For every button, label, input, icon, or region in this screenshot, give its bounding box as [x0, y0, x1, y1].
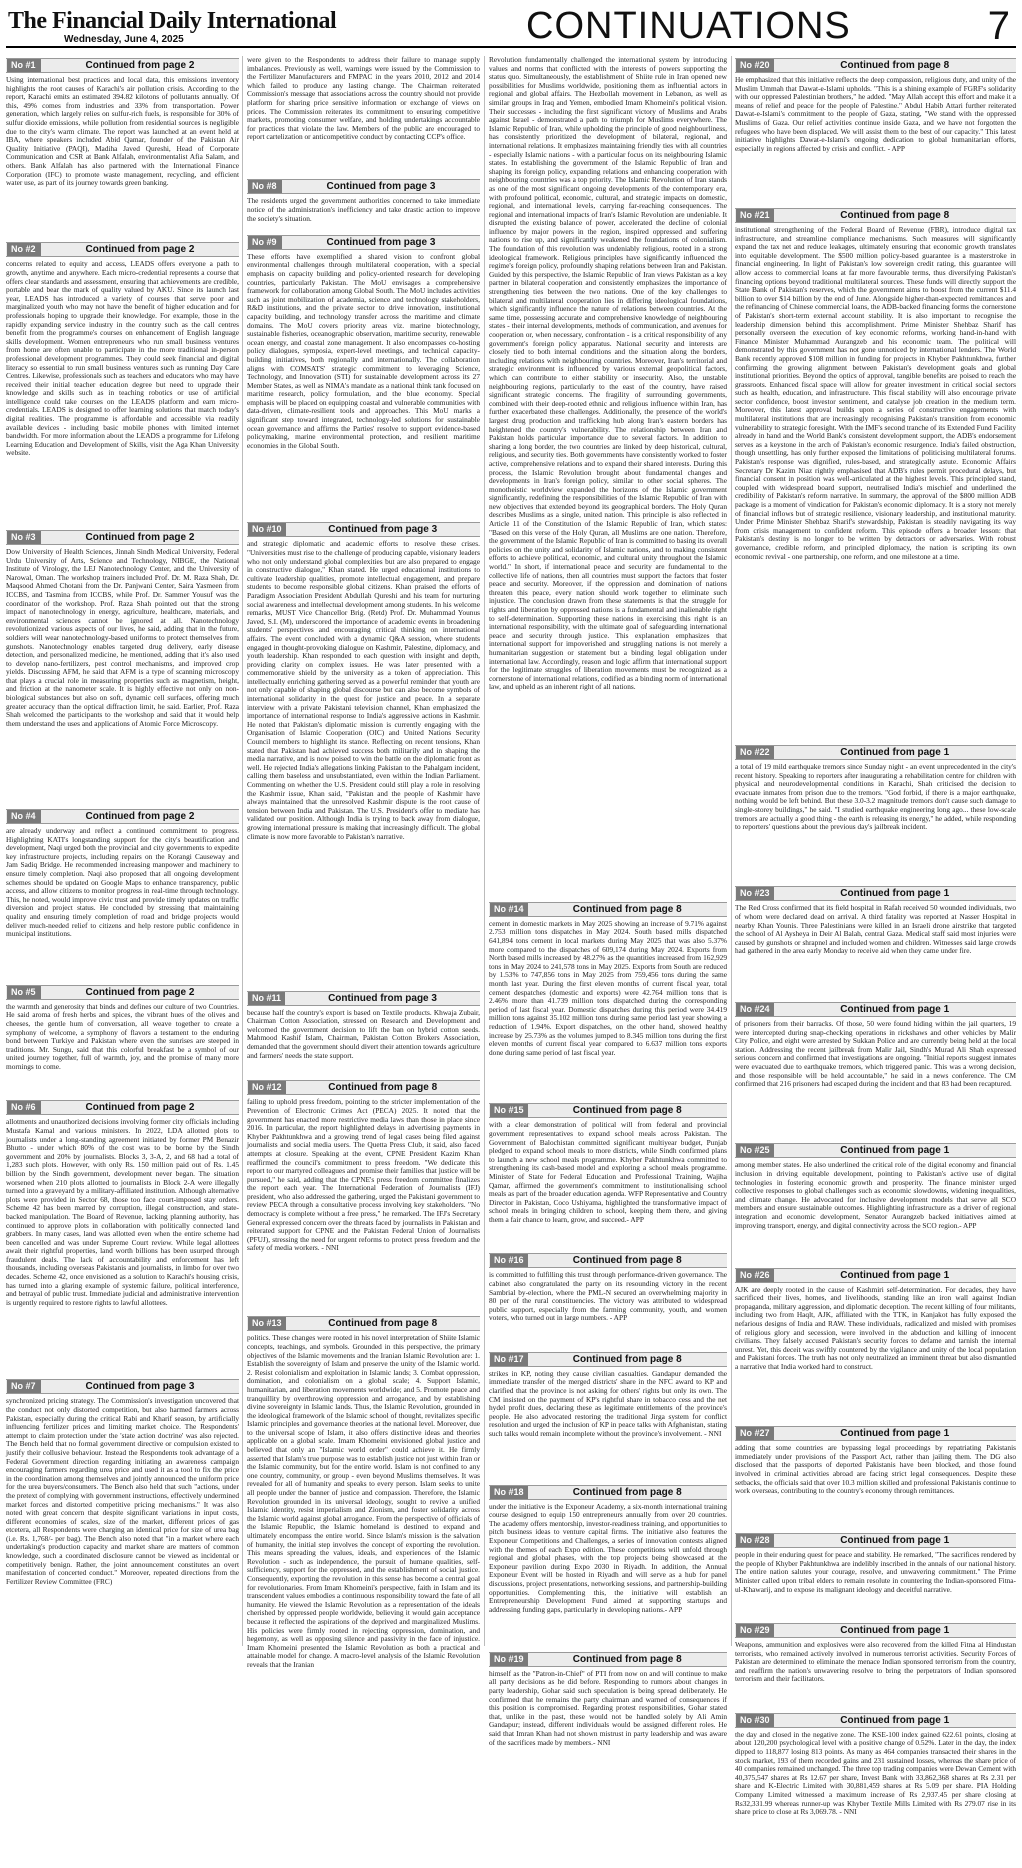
continuation-article — [6, 1379, 239, 1672]
continued-from-label: Continued from page 2 — [85, 531, 195, 543]
article-body: adding that some countries are bypassing legal proceedings by repatriating Pakistanis immediately under provisions of the Passport Act, rather than jailing them. The DG also disclosed that the passports of deported Pakistanis have been blocked, and those found involved in criminal activities abroad are facing strict legal consequences. Despite these setbacks, the officials said that over 10.3 million skilled and professional Pakistanis continue to work overseas, contributing to the country's economy through remittances. — [735, 1443, 1016, 1496]
article-number-tag: No #13 — [248, 1317, 286, 1330]
article-number-tag: No #10 — [248, 523, 286, 536]
continuation-header — [735, 745, 1016, 760]
continuation-header — [489, 1652, 727, 1667]
continuation-header — [735, 886, 1016, 901]
continuation-article — [6, 985, 239, 1098]
continued-from-label: Continued from page 2 — [85, 810, 195, 822]
continuation-article — [735, 1426, 1016, 1530]
continued-from-label: Continued from page 8 — [328, 1082, 438, 1094]
article-number-tag: No #5 — [7, 986, 41, 999]
article-number-tag: No #24 — [736, 1003, 774, 1016]
continuation-header — [735, 1533, 1016, 1548]
article-number-tag: No #9 — [248, 236, 282, 249]
continuation-header — [735, 1268, 1016, 1283]
article-number-tag: No #12 — [248, 1081, 286, 1094]
continued-from-label: Continued from page 1 — [840, 888, 950, 900]
continued-from-label: Continued from page 8 — [572, 1353, 682, 1365]
continuation-article — [6, 530, 239, 806]
continuation-article — [6, 809, 239, 982]
article-number-tag: No #18 — [490, 1486, 528, 1499]
article-number-tag: No #6 — [7, 1101, 41, 1114]
section-title: CONTINUATIONS — [526, 5, 851, 47]
article-number-tag: No #15 — [490, 1104, 528, 1117]
continuation-header — [489, 1485, 727, 1500]
article-body: These efforts have exemplified a shared vision to confront global environmental challenges through multilateral cooperation, with a special emphasis on capacity building and policy-oriented research for developing countries, particularly Pakistan. The MoU envisages a comprehensive framework for collaboration among Global South. The MoU includes activities such as joint mobilization of academia, science and technology stakeholders, R&D institutions, and the private sector to drive innovation, institutional capacity building, and technology transfer across the maritime and climate domains. The MoU covers priority areas viz. marine biotechnology, sustainable fisheries, oceanographic observation, maritime security, renewable ocean energy, and coastal zone management. It also encompasses co-hosting policy dialogues, symposia, expert-level meetings, and technical capacity-building initiatives, both regionally and internationally. The collaboration aligns with COMSATS' strategic commitment to leveraging Science, Technology, and Innovation (STI) for sustainable development across its 27 Member States, as well as NIMA's mandate as a national think tank focused on maritime research, policy formulation, and the blue economy. Special emphasis will be placed on equipping coastal and vulnerable communities with data-driven, climate-resilient tools and approaches. This MoU marks a significant step toward integrated, technology-led solutions for sustainable ocean governance and affirms the Parties' resolve to support evidence-based policymaking, marine environmental protection, and resilient maritime economies in the Global South. — [247, 251, 480, 450]
article-number-tag: No #23 — [736, 887, 774, 900]
continued-from-label: Continued from page 1 — [840, 747, 950, 758]
continued-from-label: Continued from page 3 — [326, 181, 436, 193]
continued-from-label: Continued from page 1 — [840, 1535, 950, 1547]
page-number: 7 — [987, 4, 1010, 48]
continuation-header — [247, 1316, 480, 1331]
continuation-article — [735, 886, 1016, 999]
column-2 — [247, 55, 480, 1669]
continuation-header — [735, 1713, 1016, 1728]
continued-from-label: Continued from page 1 — [840, 1003, 950, 1015]
continuation-article — [6, 58, 239, 239]
article-number-tag: No #22 — [736, 746, 774, 759]
article-body: people in their enduring quest for peace and stability. He remarked, "The sacrifices rendered by the people of Khyber Pakhtunkhwa are indelibly inscribed in the annals of our national history. The entire nation salutes your courage, resolve, and unwavering commitment." The Prime Minister called upon tribal elders to remain resolute in countering the Indian-sponsored Fitna-ul-Khawarij, and to expose its malignant ideology and deceitful narrative. — [735, 1550, 1016, 1594]
column-3 — [489, 55, 727, 1747]
continuation-header — [247, 991, 480, 1006]
continuation-header — [735, 1426, 1016, 1441]
continued-from-label: Continued from page 1 — [840, 1428, 950, 1440]
continuation-article — [735, 208, 1016, 742]
continued-from-label: Continued from page 3 — [85, 1381, 195, 1393]
article-number-tag: No #14 — [490, 903, 528, 916]
article-number-tag: No #25 — [736, 1144, 774, 1157]
continuation-article — [489, 1652, 727, 1782]
continuation-header — [247, 235, 480, 250]
continued-from-label: Continued from page 8 — [572, 903, 682, 915]
article-body: under the initiative is the Exponeur Academy, a six-month international training course designed to equip 150 entrepreneurs annually from over 20 countries. The academy offers mentorship, investor-readiness training, and opportunities to pitch business ideas to venture capital firms. The initiative also features the Exponeur Competitions and Challenges, a series of innovation contests aligned with the themes of each Expo edition. These competitions will unfold through regional and global phases, with the top projects being showcased at the Exponeur pavilion during Expo 2030 in Riyadh. In addition, the Annual Exponeur Event will be hosted in Riyadh and will serve as a hub for panel discussions, project presentations, networking sessions, and partnership-building opportunities. Complementing this, the initiative will establish an Entrepreneurship Development Fund aimed at supporting startups and addressing funding gaps, particularly in developing nations.- APP — [489, 1501, 727, 1614]
article-number-tag: No #17 — [490, 1353, 528, 1366]
article-number-tag: No #7 — [7, 1380, 41, 1393]
continued-from-label: Continued from page 8 — [572, 1486, 682, 1498]
article-body: a total of 19 mild earthquake tremors since Sunday night - an event unprecedented in the city's recent history. Speaking to reporters after inaugurating a rehabilitation centre for children with physical and neurodevelopmental conditions in Karachi, Shah criticised the decision to evacuate inmates from prison due to the tremors. "God forbid, if there is a major earthquake, nothing would be left behind. But these 3.0-3.2 magnitude tremors don't cause such damage to single-storey buildings," he said. "I studied earthquake engineering long ago... these low-scale tremors are actually a good thing - the earth is releasing its energy," he added, while responding to reporters' questions about the previous day's jailbreak incident. — [735, 762, 1016, 832]
article-body: synchronized pricing strategy. The Commission's investigation uncovered that the conduct not only distorted competition, but also harmed farmers across Pakistan, especially during the critical Rabi and Kharif season, by artificially influencing fertilizer prices and limiting market choice. The Respondents' attempt to claim protection under the 'state action doctrine' was also rejected. The Bench held that no formal government directive or compulsion existed to justify their collusive behaviour. Instead the Respondents took advantage of a Federal Government direction regarding initiating an awareness campaign encouraging farmers regarding urea price and used it as a tool to fix the price in the coordination among themselves and jointly announced the uniform price for the urea buyers/consumers. The Bench also held that such "actions, under the pretext of complying with government instructions, effectively undermined market forces and distorted competitive pricing mechanisms." It was also noted with great concern that despite significant variations in input costs, different economies of scales, size of the market, different prices of gas etcetera, all Respondents were charging an identical price for size of urea bag (i.e. Rs. 1,768/- per bag). The Bench also noted that "in a market where each undertaking's production capacity and market share are matters of common knowledge, such a coordinated disclosure cannot be viewed as incidental or competitively benign. Rather, the joint announcement constitutes an overt manifestation of concerted conduct." Moreover, repeated directions from the Fertilizer Review Committee (FRC) — [6, 1396, 239, 1586]
continuation-header — [247, 179, 480, 194]
continued-from-label: Continued from page 8 — [572, 1255, 682, 1267]
article-number-tag: No #4 — [7, 810, 41, 823]
continued-from-label: Continued from page 8 — [572, 1653, 682, 1665]
continued-from-label: Continued from page 1 — [840, 1624, 950, 1636]
continued-from-label: Continued from page 1 — [840, 1269, 950, 1281]
article-body: with a clear demonstration of political will from federal and provincial government representatives to expand school meals across Pakistan. The Government of Balochistan committed significant multiyear budget, Punjab pledged to expand school meals to more districts, while Sindh confirmed plans to launch a new school meals programme. Khyber Pakhtunkhwa committed to strengthening its cash-based model and exploring a school meals programme. Minister of State for Federal Education and Professional Training, Wajiha Qamar, affirmed the government's commitment to institutionalising school meals as part of the broader education agenda. WFP Representative and Country Director in Pakistan, Coco Ushiyama, highlighted the transformative impact of school meals in bringing children to school, keeping them there, and giving them a fair chance to learn, grow, and succeed.- APP — [489, 1120, 727, 1224]
article-body: He emphasized that this initiative reflects the deep compassion, religious duty, and unity of the Muslim Ummah that Dawat-e-Islami upholds. "This is a shining example of FGRF's solidarity with our oppressed Palestinian brothers," he added. "May Allah accept this effort and make it a means of relief and peace for the people of Palestine." Abdul Habib Attari further reiterated Dawat-e-Islami's commitment to the people of Gaza, stating, "We stand with the oppressed Muslims of Gaza. Our relief activities continue inside Gaza, and we have not forgotten the refugees who have been displaced. We will assist them to the best of our capacity." This latest initiative highlights Dawat-e-Islami's ongoing dedication to global humanitarian efforts, especially in regions affected by crisis and conflict. - APP — [735, 75, 1016, 153]
article-body: The residents urged the government authorities concerned to take immediate notice of the administration's inefficiency and take drastic action to improve the society's situation. — [247, 196, 480, 223]
continuation-article — [735, 1002, 1016, 1140]
continuation-article — [489, 1352, 727, 1482]
continuation-article — [489, 902, 727, 1101]
article-body: AJK are deeply rooted in the cause of Kashmiri self-determination. For decades, they have sacrificed their lives, homes, and livelihoods, standing like an iron wall against Indian propaganda, military aggression, and diplomatic deception. The recent killing of four militants, including two from Haqlt, AJK, affiliated with the TTK, in Kanjakot has fully exposed the nefarious designs of India and RAW. These individuals, radicalized and misled with promises of religious glory and secession, were involved in the abduction and killing of innocent civilians. They falsely accused Pakistan's security forces to defame and tarnish the internal unrest. Yet, this deceit was swiftly countered by the vigilance and unity of the local population and Pakistani forces. The truth has not only neutralized an imminent threat but also dismantled a narrative that India worked hard to construct. — [735, 1284, 1016, 1371]
article-number-tag: No #16 — [490, 1254, 528, 1267]
continuation-header — [489, 1352, 727, 1367]
column-4 — [735, 56, 1016, 1817]
article-body: Dow University of Health Sciences, Jinnah Sindh Medical University, Federal Urdu University of Arts, Science and Technology, NIBGE, the National Institute of Virology, the LEJ Nanotechnology Center, and the University of Narowal, Oman. The workshop trainers included Prof. Dr. M. Raza Shah, Dr. Maqsood Ahmed Chotani from the Dr. Panjwani Center, Saira Yasmeen from ICCBS, and Tasmina from ICCBS, while Prof. Dr. Sammer Yousuf was the coordinator of the workshop. Prof. Raza Shah pointed out that the strong impact of nanotechnology in energy, agriculture, healthcare, materials, and environmental sciences cannot be ignored at all. Nanotechnology revolutionized various aspects of our lives, he said, adding that in the future, soldiers will wear nanotechnology-based uniforms to protect themselves from gunshots. Nanotechnology enables targeted drug delivery, early disease detection, and personalized medicine, he mentioned, adding that it's also used to develop nano-fertilizers, pest control mechanisms, and improved crop yields. Discussing AFM, he said that AFM is a type of scanning microscopy that plays a crucial role in measuring properties such as magnetism, height, and friction at the nanometer scale. It is highly effective not only on non-biological substances but also on soft, dynamic cell surfaces, offering much greater accuracy than the optical diffraction limit, he said. Earlier, Prof. Raza Shah welcomed the participants to the workshop and said that it would help them understand the uses and applications of Atomic Force Microscopy. — [6, 546, 239, 728]
article-body: of prisoners from their barracks. Of those, 50 were found hiding within the jail quarters, 19 were intercepted during snap-checking operations in rickshaws and other vehicles by Malir City Police, and eight were arrested by Sukkan Police and are currently being held at the local station. Addressing the recent jailbreak from Malir Jail, Sindh's Murad Ali Shah expressed serious concern and confirmed that investigations are ongoing. "Initial reports suggest inmates were evacuated due to earthquake tremors, which triggered panic. This was a wrong decision, and those responsible will be held accountable," he said in a news conference. The CM confirmed that 216 prisoners had escaped during the incident and that 83 had been recaptured. — [735, 1018, 1016, 1089]
continuation-article — [247, 56, 480, 176]
continuation-article — [735, 745, 1016, 883]
continuation-article — [247, 1316, 480, 1781]
continuation-article — [735, 1713, 1016, 1868]
article-body: is committed to fulfilling this trust through performance-driven governance. The cabinet also congratulated the party on its resounding victory in the recent Sambrial by-election, where the PML-N secured an overwhelming majority in 80 per of the rural constituencies. The victory was attributed to widespread public support, especially from the farming community, youth, and women voters, who turned out in large numbers. - APP — [489, 1270, 727, 1323]
article-body: Using international best practices and local data, this emissions inventory highlights the root causes of Karachi's air pollution crisis. According to the report, Karachi emits an estimated 394.82 kilotons of pollutants annually. Of this, 49% comes from industries and 33% from transportation. Power generation, which largely relies on sulfur-rich fuels, is responsible for 30% of sulfur dioxide emissions, while pollution from residential sources is negligible due to the city's warm climate. The report was launched at an event held at IBA, where speakers included Abid Qamar, founder of the Pakistan Air Quality Initiative (PAQI), Madiha Javed Qureshi, Head of Corporate Communication and CSR at Bank Alfalah, environmentalist Afia Salam, and others. Bank Alfalah has also partnered with the International Finance Corporation (IFC) to promote waste management, recycling, and efficient water use, as part of its journey towards green banking. — [6, 75, 239, 188]
continuation-article — [489, 1103, 727, 1250]
continuation-article — [247, 522, 480, 987]
article-number-tag: No #26 — [736, 1269, 774, 1282]
article-body: were given to the Respondents to address their failure to manage supply imbalances. Previously as well, warnings were issued by the Commission to the Fertilizer Manufacturers and FMPAC in the years 2010, 2012 and 2014 which failed to produce any lasting change. The Chairman reiterated Commission's message that associations across the country should not provide platform for sharing price sensitive information or exchange of views on prices. The Commission reiterates its commitment to ensuring competitive markets, promoting consumer welfare, and holding undertakings accountable for practices that violate the law. Members of the public are encouraged to report cartelization or anticompetitive conduct by contacting CCP's office. — [247, 55, 480, 142]
article-body: the warmth and generosity that binds and defines our culture of two Countries. He said aroma of fresh herbs and spices, the vibrant hues of the olives and cheeses, the gentle hum of conversation, all weave together to create a symphony of welcome, a symphony of flavors a testament to the enduring bond between Turkiye and Pakistan where even the sunrises are steeped in traditions. Mr. Sungu, said that this colorful breakfast be a symbol of our united journey together, full of warmth, joy, and the promise of many more mornings to come. — [6, 1001, 239, 1071]
article-body: cement in domestic markets in May 2025 showing an increase of 9.71% against 2.753 million tons dispatches in May 2024. South based mills dispatched 641,894 tons cement in local markets during May 2025 that was also 5.37% more compared to the dispatches of 609,174 during May 2024. Exports from North based mills increased by 48.27% as the quantities increased from 162,929 tons in May 2024 to 241,578 tons in May 2025. Exports from South are reduced by 1.53% to 747,856 tons in May 2025 from 759,456 tons during the same month last year. During the first eleven months of current fiscal year, total cement despatches (domestic and exports) were 42.764 million tons that is 2.46% more than 41.739 million tons dispatched during the corresponding period of last fiscal year. Domestic dispatches during this period were 34.419 million tons against 35.102 million tons during same period last year showing a reduction of 1.94%. Export dispatches, on the other hand, showed healthy increase by 25.73% as the volumes jumped to 8.345 million tons during the first eleven months of current fiscal year compared to 6.637 million tons exports done during same period of last fiscal year. — [489, 918, 727, 1057]
continuation-article — [247, 179, 480, 231]
continuation-header — [6, 58, 239, 73]
continuation-header — [6, 242, 239, 257]
continuation-header — [735, 1143, 1016, 1158]
continuation-article — [489, 1485, 727, 1649]
continuation-article — [735, 1143, 1016, 1264]
continuation-article — [247, 235, 480, 520]
continuation-article — [247, 1080, 480, 1313]
article-body: politics. These changes were rooted in his novel interpretation of Shiite Islamic concepts, teachings, and symbols. Grounded in this perspective, the primary objectives of the Islamic movements and the Iranian Islamic Revolution are: 1. Establish the sovereignty of Islam and preserve the unity of the Islamic world. 2. Resist colonialism and exploitation in Islamic lands; 3. Combat oppression, domination, and colonialism on a global scale; 4. Support Islamic, humanitarian, and liberation movements worldwide; and 5. Promote peace and tranquillity by overthrowing oppression and arrogance, and by establishing divine sovereignty in Islamic lands. Thus, the Islamic Revolution, grounded in the ideological framework of the Islamic school of thought, revitalizes specific Islamic principles and governance theories at the national level. Moreover, due to the universal scope of Islam, it also offers distinctive ideas and theories applicable on a global scale. Imam Khomeini envisioned global justice and believed that only an "Islamic world order" could achieve it. He firmly asserted that Islam's true purpose was to establish justice not just within Iran or the Islamic community, but for the entire world. Islam is not confined to any one country, community, or group - even beyond Muslims themselves. It was revealed for all of humanity and speaks to every person. Islam seeks to unite all people under the banner of justice and compassion. Therefore, the Islamic Revolution grounded in its universal ideology, sought to revive a unified Islamic identity, resist imperialism and Zionism, and foster solidarity across the Islamic world against global arrogance. From the perspective of officials of the Islamic Republic, the Islamic homeland is destined to expand and ultimately encompass the entire world. Since Islam's mission is the salvation of humanity, the initial step involves the concept of exporting the revolution. This means spreading the values, ideals, and experiences of the Islamic Revolution - such as independence, the pursuit of humane qualities, self-sufficiency, support for the oppressed, and the establishment of social justice. Consequently, exporting the revolution in this sense has become a central goal for revolutionaries. From Imam Khomeini's perspective, faith in Islam and its transcendent values embodies a continuous responsibility toward the fate of all humanity. He viewed the Islamic Revolution as a representation of the ideals cherished by oppressed people worldwide, believing it would gain acceptance because it reflected the aspirations of the deprived and marginalized Muslims. His policies were firmly rooted in rejecting oppression, domination, and hegemony, as well as opposing silence and passivity in the face of injustice. Imam Khomeini presented the Islamic Revolution as both a practical and attainable model for change. A macro-level analysis of the Islamic Revolution reveals that the Iranian — [247, 1333, 480, 1669]
continuation-header — [6, 985, 239, 1000]
continuation-article — [735, 1623, 1016, 1710]
continued-from-label: Continued from page 1 — [840, 1714, 950, 1726]
article-number-tag: No #2 — [7, 243, 41, 256]
article-number-tag: No #19 — [490, 1653, 528, 1666]
continuation-header — [6, 809, 239, 824]
article-number-tag: No #28 — [736, 1534, 774, 1547]
continuation-article — [247, 991, 480, 1078]
masthead — [6, 4, 1016, 48]
continuation-header — [489, 1253, 727, 1268]
continued-from-label: Continued from page 1 — [840, 1145, 950, 1157]
article-number-tag: No #8 — [248, 180, 282, 193]
newspaper-title: The Financial Daily International — [8, 8, 337, 34]
continuation-header — [6, 1379, 239, 1394]
continuation-article — [6, 242, 239, 527]
continuation-header — [735, 1002, 1016, 1017]
continued-from-label: Continued from page 3 — [326, 236, 436, 248]
article-number-tag: No #27 — [736, 1427, 774, 1440]
continued-from-label: Continued from page 8 — [328, 1318, 438, 1330]
column-divider — [242, 56, 243, 1646]
continuation-header — [6, 530, 239, 545]
continued-from-label: Continued from page 8 — [572, 1105, 682, 1117]
article-body: concerns related to equity and access, LEADS offers everyone a path to growth, anytime and anywhere. Each micro-credential represents a course that offers clear standards and assessment, ensuring that achievements are credible, portable and bear the mark of quality valued by AKU. Since its launch last year, LEADS has introduced a variety of courses that serve poor and marginalized youth who may not have the benefit of higher education and for professionals hoping to upgrade their knowledge. For example, those in the rapidly expanding service industry in the country such as the call centres benefit from the programme's courses on enhancement of English language skills development. Women entrepreneurs who run small business ventures from home are often unable to participate in the more traditional in-person professional development programmes. They could seek financial and digital literacy so essential to run small business ventures such as running Day Care Centres. Likewise, professionals such as teachers and educators who may have received their initial teacher education degree but need to upgrade their knowledge and skills such as in teaching robotics or use of artificial intelligence could take courses on the LEADS platform and earn micro-credentials. LEADS is designed to offer learning solutions that match today's digital realities. The programme is affordable and accessible via readily available devices - including basic mobile phones with limited internet bandwidth. For more information about the LEADS a programme for Lifelong Learning Education and Development of Skills, visit the Aga Khan University website. — [6, 259, 239, 458]
article-body: because half the country's export is based on Textile products. Khwaja Zubair, Chairman Cotton Association, stressed on Research and Development and welcomed the government decision to lift the ban on hybrid cotton seeds. Mahmood Kashif Islam, Chairman, Pakistan Cotton Brokers Association, demanded that the government should divert their attention towards agriculture and farmers' needs the state support. — [247, 1007, 480, 1060]
continuation-article — [735, 58, 1016, 205]
column-1 — [6, 56, 239, 1646]
article-body: and strategic diplomatic and academic efforts to resolve these crises. "Universities must rise to the challenge of producing capable, visionary leaders who not only understand global complexities but are also prepared to engage in constructive dialogue," Khan stated. He urged educational institutions to cultivate leadership qualities, promote intellectual engagement, and prepare students to become responsible global citizens. Khan praised the efforts of Paradigm Association President Abdullah Qureshi and his team for nurturing social awareness and intellectual development among students. In his welcome remarks, MUST Vice Chancellor Brig. (Retd) Prof. Dr. Muhammad Younus Javed, S.I. (M), underscored the importance of academic events in broadening students' perspectives and encouraging critical thinking on international affairs. The event concluded with a dynamic Q&A session, where students engaged in thought-provoking dialogue on Kashmir, Palestine, diplomacy, and youth leadership. Khan responded to each question with insight and depth, providing clarity on complex issues. He was later presented with a commemorative shield by the university as a token of appreciation. This intellectually enriching gathering served as a powerful reminder that youth are not only capable of shaping global discourse but can also become symbols of international solidarity in the quest for justice and peace. In a separate interview with a private Pakistani television channel, Khan emphasized the importance of international response to India's aggressive actions in Kashmir. He noted that Pakistan's diplomatic mission is currently engaging with the Organisation of Islamic Cooperation (OIC) and United Nations Security Council members to highlight its stance. Reflecting on recent tensions, Khan stated that Pakistan had achieved success both militarily and in shaping the media narrative, and is now poised to win the battle on the diplomatic front as well. He rejected India's allegations linking Pakistan to the Pahalgam incident, calling them baseless and unsubstantiated, even within the Indian Parliament. Commenting on whether the U.S. President could still play a role in resolving the Kashmir issue, Khan said, "Pakistan and the people of Kashmir have always maintained that the unresolved Kashmir dispute is the root cause of tension between India and Pakistan. The U.S. President's offer to mediate has validated our position. Although India is trying to back away from dialogue, growing international pressure is making that increasingly difficult. The global climate is now more favorable to Pakistan's narrative. — [247, 539, 480, 841]
article-body: strikes in KP, noting they cause civilian casualties. Gandapur demanded the immediate transfer of the merged districts' share in the NFC award to KP and clarified that the province is not asking for others' rights but only its own. The CM insisted on the payment of KP's rightful share in tobacco cess and the net hydel profit dues, declaring these as legitimate entitlements of the province's people. He also advocated restoring the traditional Jirga system for conflict resolution and urged the inclusion of KP in peace talks with Afghanistan, stating such talks would remain incomplete without the province's involvement. - NNI — [489, 1368, 727, 1438]
continuation-header — [735, 58, 1016, 73]
article-number-tag: No #20 — [736, 59, 774, 72]
continuation-header — [6, 1100, 239, 1115]
article-body: allotments and unauthorized decisions involving former city officials including Mustafa Kamal and various ministers. In 2022, LDA allotted plots to journalists under a long-standing agreement initiated by former PM Benazir Bhutto - under which 80% of the cost was to be borne by the Sindh government and 20% by journalists. Blocks 3, 3-A, 2, and 68 had a total of 1,283 such plots. However, with only Rs. 150 million paid out of Rs. 1.45 billion by the Sindh government, development never began. The situation worsened when 210 plots allotted to journalists in Block 2-A were illegally turned into a graveyard by a military-affiliated institution. Although alternative plots were provided in Sector 68, those too face court-imposed stay orders. Scheme 42 has been marred by corruption, illegal construction, and state-backed manipulation. The Board of Revenue, lacking planning authority, has continued to approve plots in collaboration with politically connected land grabbers. In many cases, land was allotted even when the entire scheme had been cancelled and was under Supreme Court review. While legal allottees await their rightful properties, land worth billions has been usurped through fraudulent deals. The lack of accountability and enforcement has left thousands, including overseas Pakistanis and journalists, in limbo for over two decades. Scheme 42, once envisioned as a solution to Karachi's housing crisis, has turned into a glaring example of systemic failure, political interference, and betrayal of public trust. Immediate judicial and administrative intervention is urgently required to restore rights to lawful allottees. — [6, 1117, 239, 1307]
issue-date: Wednesday, June 4, 2025 — [64, 34, 184, 45]
continuation-article — [489, 56, 727, 899]
article-body: Weapons, ammunition and explosives were also recovered from the killed Fitna al Hindustan terrorists, who remained actively involved in numerous terrorist activities. Security Forces of Pakistan are determined to eliminate the menace Indian sponsored terrorism from the country, and reaffirm the nation's unwavering resolve to bring the perpetrators of Indian sponsored terrorism and their facilitators. — [735, 1639, 1016, 1684]
continued-from-label: Continued from page 8 — [840, 60, 950, 71]
continued-from-label: Continued from page 2 — [85, 1102, 195, 1114]
continuation-article — [489, 1253, 727, 1348]
continued-from-label: Continued from page 8 — [840, 210, 950, 221]
continued-from-label: Continued from page 2 — [85, 244, 195, 256]
continuation-header — [247, 1080, 480, 1095]
continued-from-label: Continued from page 2 — [85, 60, 195, 71]
continued-from-label: Continued from page 3 — [328, 524, 438, 536]
article-number-tag: No #29 — [736, 1624, 774, 1637]
article-body: himself as the "Patron-in-Chief" of PTI from now on and will continue to make all party decisions as he did before. Responding to rumors about changes in party leadership, Gohar said such speculation is being spread deliberately. He confirmed that he remains the party chairman and warned of consequences if this position is compromised. Regarding protest responsibilities, Gohar stated that, unlike in the past, these would not be handled solely by Ali Amin Gandapur; instead, different individuals would be assigned different roles. He said that Imran Khan had not shown mistrust in party leadership and was aware of the sacrifices made by members.- NNI — [489, 1668, 727, 1747]
continuation-article — [735, 1533, 1016, 1620]
article-number-tag: No #1 — [7, 59, 41, 72]
article-body: among member states. He also underlined the critical role of the digital economy and financial inclusion in driving equitable development, pointing to Pakistan's active use of digital technologies in fostering economic growth and prosperity. The finance minister urged collective responses to global challenges such as economic slowdowns, widening inequalities, and climate change. He advocated for inclusive development models that serve all SCO members and ensure sustainable outcomes. Highlighting infrastructure as a driver of regional integration and economic development, Senator Aurangzeb backed initiatives aimed at improving transport, energy, and digital connectivity across the SCO region.- APP — [735, 1160, 1016, 1230]
continuation-header — [489, 1103, 727, 1118]
continued-from-label: Continued from page 3 — [328, 992, 437, 1004]
article-body: institutional strengthening of the Federal Board of Revenue (FBR), introduce digital tax infrastructure, and streamline compliance mechanisms. Such measures will significantly expand the tax net and reduce leakages, ultimately ensuring that economic growth translates into equitable development. The $500 million policy-based guarantee is a masterstroke in financial engineering. In light of Pakistan's low sovereign credit rating, this guarantee will allow access to commercial loans at far more favourable terms, thus diversifying Pakistan's financing options beyond traditional multilateral sources. These funds will directly support the State Bank of Pakistan's reserves, which the government aims to boost from the current $11.4 billion to over $14 billion by the end of June. Alongside higher-than-expected remittances and the refinancing of Chinese commercial loans, the ADB-backed financing forms the cornerstone of Pakistan's short-term external account stability. It is also important to recognise the leadership dimension behind this accomplishment. Prime Minister Shehbaz Sharif has personally overseen the execution of key economic reforms, working hand-in-hand with Finance Minister Muhammad Aurangzeb and his economic team. The political will demonstrated by this government has not gone unnoticed by international lenders. The World Bank recently approved $108 million in funding for projects in Khyber Pakhtunkhwa, further confirming the growing alignment between Pakistan's development goals and global institutional priorities. Beyond the optics of approval, tangible benefits are poised to reach the grassroots. Enhanced fiscal space will allow for greater investment in critical social sectors such as health, education, and infrastructure. This fiscal stability will also encourage private sector confidence, boost investor sentiment, and catalyse job creation in the medium term. Moreover, this latest approval builds upon a series of constructive engagements with multilateral institutions that are increasingly recognising Pakistan's transition from economic vulnerability to strategic foresight. With the IMF's second tranche of its Extended Fund Facility already in hand and the World Bank's consistent development support, the ADB's endorsement serves as a keystone in the arch of Pakistan's economic resurgence. India's failed obstruction, though unsettling, has only further exposed the limitations of politicising multilateral forums. Pakistan's response was dignified, rules-based, and strategically astute. Economic Affairs Secretary Dr Kazim Niaz rightly emphasised that ADB's rules permit procedural delays, but financial consent in position was well-articulated at the highest levels. This principled stand, coupled with widespread board support, neutralised India's mischief and underlined the credibility of Pakistan's reform narrative. In summary, the approval of the $800 million ADB package is a moment of vindication for Pakistan's economic diplomacy. It is a story not merely of financial inflows but of strategic resilience, visionary leadership, and institutional maturity. Under Prime Minister Shehbaz Sharif's stewardship, Pakistan is steadily navigating its way from crisis management to confident reform. This episode offers a broader lesson: that Pakistan's destiny is no longer to be written by detractors or adversaries. With robust governance, credible reform, and principled diplomacy, the nation is scripting its own economic revival - one partnership, one reform, and one milestone at a time. — [735, 225, 1016, 561]
article-body: are already underway and reflect a continued commitment to progress. Highlighting KATI's longstanding support for the city's beautification and development, Naqi urged both the provincial and city governments to expedite key infrastructure projects, including repairs on the Korangi Causeway and Jam Sadiq Bridge. He recommended increasing manpower and machinery to ensure timely completion. Naqi also proposed that all ongoing development schemes should be updated on Google Maps to enhance transparency, public access, and allow citizens to monitor progress in real-time through technology. This, he noted, would improve civic trust and provide timely updates on traffic diversion and project status. He concluded by stressing that maintaining quality and ensuring timely completion of road and bridge projects would deliver much-needed relief to citizens and help restore public confidence in municipal institutions. — [6, 825, 239, 939]
continuation-header — [489, 902, 727, 917]
column-divider — [484, 56, 485, 1646]
article-number-tag: No #11 — [248, 992, 285, 1005]
column-divider — [731, 56, 732, 1646]
continuation-article — [735, 1268, 1016, 1424]
article-body: the day and closed in the negative zone. The KSE-100 index gained 622.61 points, closing at about 120,200 psychological level with a positive change of 0.52%. Later in the day, the index dipped to 118,877 losing 813 points. As many as 464 companies transacted their shares in the stock market, 193 of them recorded gains and 231 sustained losses, whereas the share price of 40 companies remained unchanged. The three top trading companies were Dewan Cement with 40,375,547 shares at Rs 12.67 per share, Invest Bank with 33,862,368 shares at Rs 2.31 per share and K-Electric Limited with 30,881,459 shares at Rs 5.09 per share. PIA Holding Company Limited witnessed a maximum increase of Rs 2,937.45 per share closing at Rs32,331.99 whereas runner-up was Khyber Textile Mills Limited with Rs 279.07 rise in its share price to close at Rs 3,069.78. - NNI — [735, 1729, 1016, 1817]
continued-from-label: Continued from page 2 — [85, 986, 195, 998]
continuation-header — [735, 1623, 1016, 1638]
continuation-article — [6, 1100, 239, 1376]
article-number-tag: No #3 — [7, 531, 41, 544]
article-body: Revolution fundamentally challenged the international system by introducing values and norms that conflicted with the interests of powers supporting the status quo. Simultaneously, the establishment of Shiite rule in Iran opened new possibilities for Muslims worldwide, positioning them as influential actors in regional and global affairs. The Hezbollah movement in Lebanon, as well as similar groups in Iraq and Yemen, embodied Imam Khomeini's political vision. Their successes - including the first significant victory of Muslims and Arabs against Israel - demonstrated a path to triumph for Muslims everywhere. The Islamic Republic of Iran, while upholding the principle of good neighbourliness, has consistently prioritized the development of bilateral, regional, and international relations. It emphasizes maintaining friendly ties with all countries - especially Islamic nations - with a particular focus on its neighbouring Islamic states. In establishing the government of the Islamic Republic of Iran and shaping its foreign policy, expanding relations and enhancing cooperation with neighbouring countries was a top priority. The Islamic Revolution of Iran stands as one of the most significant ongoing developments of the contemporary era, with profound political, economic, cultural, and strategic impacts on domestic, regional, and international levels, carrying far-reaching consequences. The regional and international impacts of Iran's Islamic Revolution are undeniable. It disrupted the existing balance of power, accelerated the decline of colonial influence by major powers in the region, inspired oppressed and suffering nations to rise up, and significantly weakened the foundations of colonialism. The foundation of this revolution was undeniably religious, rooted in a strong ideological framework. Religious principles have significantly influenced the regime's foreign policy, profoundly shaping relations between Iran and Pakistan. Guided by this perspective, the Islamic Republic of Iran views Pakistan as a key partner in bilateral cooperation and consistently emphasizes the importance of strengthening ties between the two nations. One of the key challenges to bilateral and multilateral cooperation lies in differing ideological foundations, which significantly influence the nature of relations between countries. At the same time, possessing accurate and comprehensive knowledge of neighbouring states - their internal developments, methods of communication, and avenues for cooperation or, when necessary, confrontation - is a critical responsibility of any government's foreign policy apparatus. National security and interests are closely tied to both internal conditions and the situation along the borders, including relations with neighbouring countries. Moreover, Iran's territorial and strategic environment is influenced by various external geopolitical factors, which can contribute to either stability or insecurity. Also, the unstable neighbouring regions, particularly to the east of the country, have raised significant strategic concerns. The fragility of surrounding governments, combined with their deep-rooted ethnic and religious influence within Iran, has further exacerbated these challenges. Additionally, the presence of the world's largest drug production and trafficking hub along Iran's eastern borders has heightened the country's vulnerability. The relationship between Iran and Pakistan holds particular importance due to several factors. In addition to sharing a long border, the two countries are linked by deep historical, cultural, religious, and security ties. Both governments have consistently worked to foster active, comprehensive relations and to expand their shared interests. During this process, the Islamic Revolution brought about fundamental changes and developments in Iran's foreign policy, similar to other social spheres. The monotheistic worldview expanded the horizons of the Islamic government significantly, redefining the responsibilities of the Islamic Republic of Iran with new objectives that extended beyond its geographical borders. The Holy Quran describes Muslims as a single, united nation. This principle is also reflected in Article 11 of the Constitution of the Islamic Republic of Iran, which states: "Based on this verse of the Holy Quran, all Muslims are one nation. Therefore, the government of the Islamic Republic of Iran is committed to basing its overall policies on the unity and solidarity of Islamic nations, and to making consistent efforts to achieve political, economic, and cultural unity throughout the Islamic world." In short, if international peace and security are fundamental to the collective life of nations, then all countries must support the factors that foster peace and security. Moreover, if the oppression and domination of nations threaten this peace, every nation should work together to eliminate such injustice. The conclusion drawn from these statements is that the struggle for rights and liberation by oppressed nations is a fundamental and inalienable right to self-determination. Supporting these nations in exercising this right is an international responsibility, with the ultimate goal of safeguarding international peace and security through justice. This explanation emphasizes that international support for impoverished and struggling nations is not merely a humanitarian suggestion or statement but a binding legal obligation under international law. Accordingly, reason and logic affirm that international support for the legitimate struggles of liberation movements must be recognized as a cornerstone of international relations, codified as a binding norm of international law, and upheld as an inherent right of all nations. — [489, 55, 727, 692]
article-number-tag: No #30 — [736, 1714, 774, 1727]
continuation-header — [247, 522, 480, 537]
article-body: failing to uphold press freedom, pointing to the stricter implementation of the Prevention of Electronic Crimes Act (PECA) 2025. It noted that the government has enacted more restrictive media laws than those in place since 2016. In particular, the report highlighted delays in advertising payments in Khyber Pakhtunkhwa and a growing trend of legal cases being filed against journalists and social media users. The Quetta Press Club, it said, also faced attempts at closure. Speaking at the event, CPNE President Kazim Khan reaffirmed the council's commitment to press freedom. "We dedicate this report to our martyred colleagues and promise their families that justice will be pursued," he said, adding that the CPNE's press freedom committee finalizes the report each year. The International Federation of Journalists (IFJ) president, who also addressed the gathering, urged the Pakistani government to review PECA through a consultative process involving key stakeholders. "No democracy is complete without a free press," he remarked. The IFJ's Secretary General expressed concern over the threats faced by journalists in Pakistan and reiterated support for CPNE and the Pakistan Federal Union of Journalists (PFUJ), stressing the need for urgent reforms to protect press freedom and the safety of media workers. - NNI — [247, 1097, 480, 1253]
continuation-header — [735, 208, 1016, 223]
article-body: The Red Cross confirmed that its field hospital in Rafah received 50 wounded individuals, two of whom were declared dead on arrival. A third fatality was reported at Nasser Hospital in nearby Khan Younis. Three Palestinians were killed in an Israeli drone airstrike that targeted the school of Al Aysheya in Deir Al Balah, central Gaza. Medical staff said most injuries were caused by gunshots or shrapnel and included women and children. Witnesses said large crowds had gathered in the area early Monday to receive aid when they came under fire. — [735, 903, 1016, 956]
article-number-tag: No #21 — [736, 209, 774, 222]
